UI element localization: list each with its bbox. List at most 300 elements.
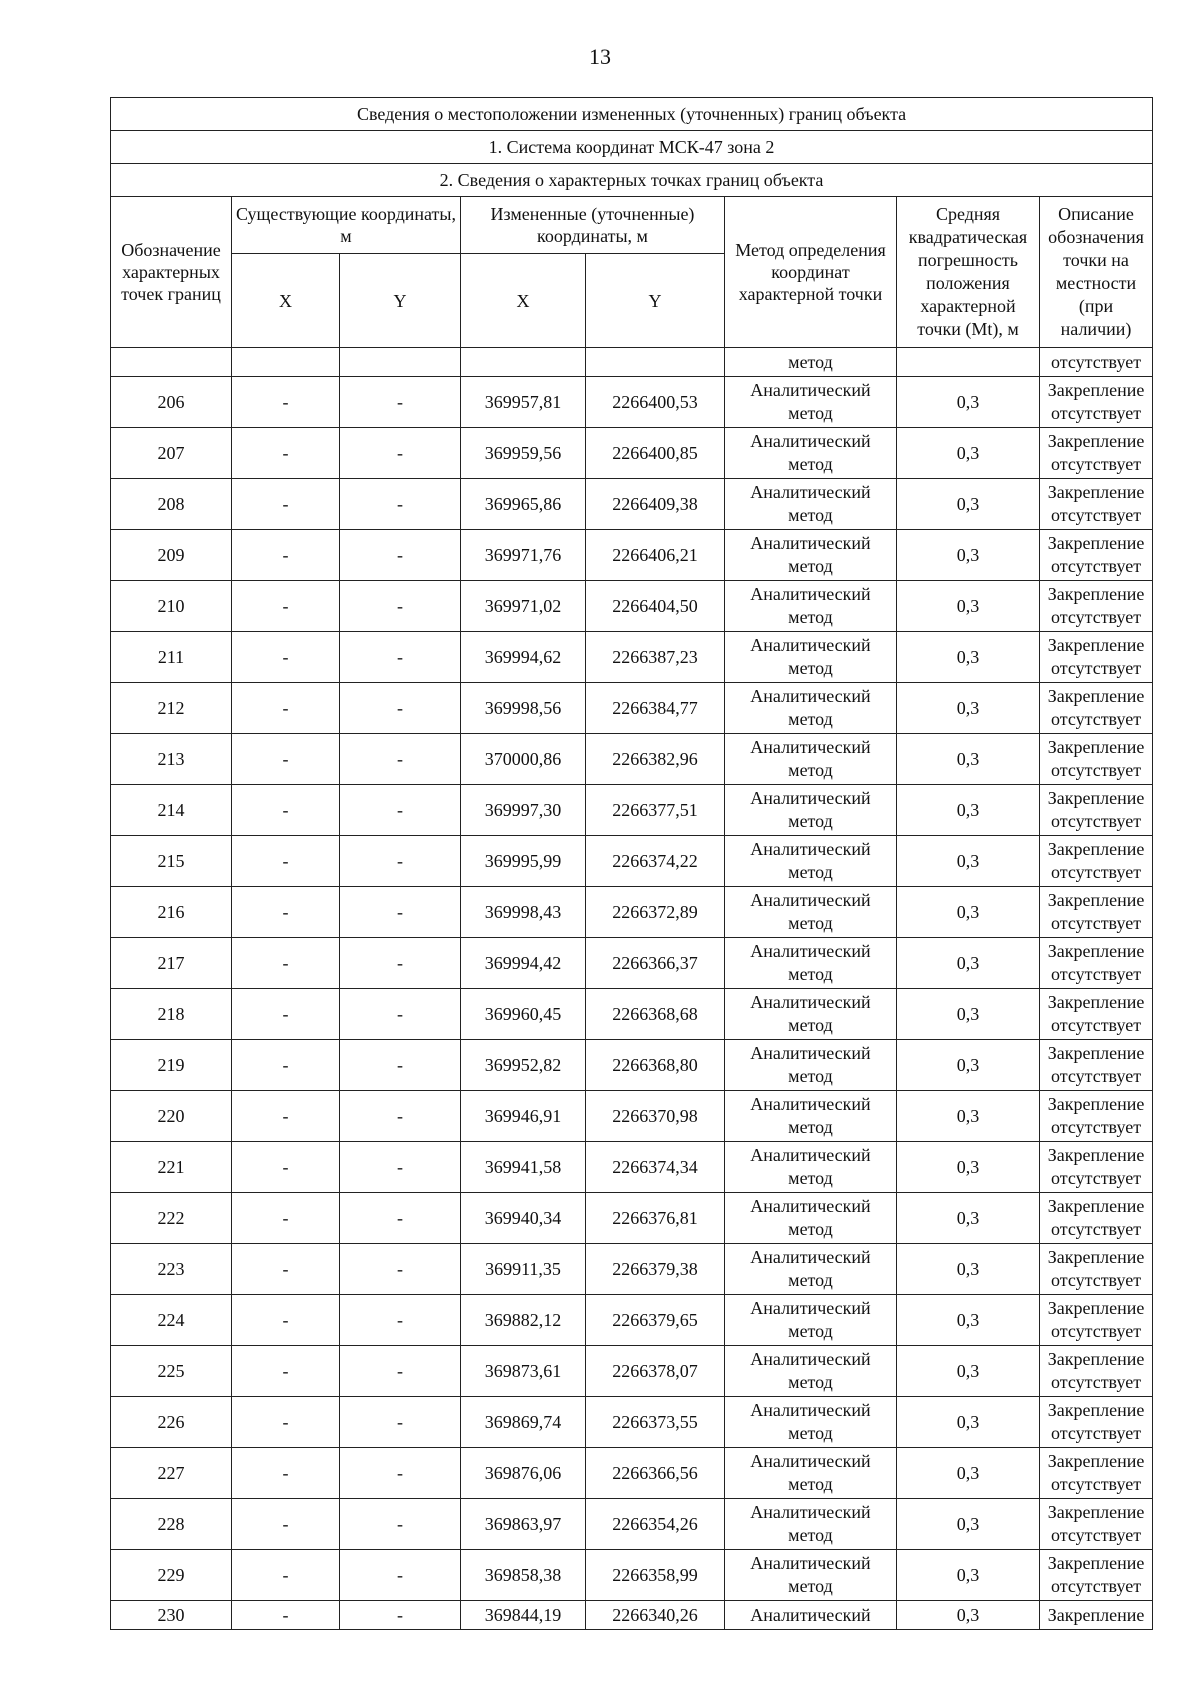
existing-y: - xyxy=(340,938,461,989)
mt-value: 0,3 xyxy=(897,938,1040,989)
table-row xyxy=(111,1448,1153,1499)
existing-x: - xyxy=(232,734,340,785)
point-number: 218 xyxy=(111,989,232,1040)
description xyxy=(1040,1040,1153,1091)
changed-y: 2266372,89 xyxy=(586,887,725,938)
existing-y: - xyxy=(340,1499,461,1550)
method-line: метод xyxy=(788,1219,833,1239)
description xyxy=(1040,989,1153,1040)
changed-y: 2266409,38 xyxy=(586,479,725,530)
changed-y: 2266366,37 xyxy=(586,938,725,989)
description-line: отсутствует xyxy=(1051,607,1142,627)
mt-value: 0,3 xyxy=(897,1601,1040,1630)
mt-value: 0,3 xyxy=(897,1448,1040,1499)
description xyxy=(1040,734,1153,785)
mt-value: 0,3 xyxy=(897,1142,1040,1193)
method-line: Аналитический xyxy=(750,1451,871,1471)
existing-x: - xyxy=(232,530,340,581)
header-existing-x: X xyxy=(232,254,340,348)
existing-x: - xyxy=(232,1193,340,1244)
changed-x: 369873,61 xyxy=(461,1346,586,1397)
method xyxy=(725,1091,897,1142)
description-line: отсутствует xyxy=(1051,1270,1142,1290)
changed-y: 2266406,21 xyxy=(586,530,725,581)
description-line: Закрепление xyxy=(1047,1502,1145,1522)
header-changed-coords: Измененные (уточненные) координаты, м xyxy=(461,197,725,254)
point-number: 206 xyxy=(111,377,232,428)
point-number: 223 xyxy=(111,1244,232,1295)
point-number: 227 xyxy=(111,1448,232,1499)
header-existing-y: Y xyxy=(340,254,461,348)
existing-y: - xyxy=(340,1448,461,1499)
description-line: Закрепление xyxy=(1047,737,1145,757)
method-line: метод xyxy=(788,964,833,984)
mt-value: 0,3 xyxy=(897,1244,1040,1295)
table-row xyxy=(111,785,1153,836)
method xyxy=(725,1193,897,1244)
method xyxy=(725,989,897,1040)
description-line: Закрепление xyxy=(1047,1145,1145,1165)
mt-value: 0,3 xyxy=(897,530,1040,581)
method xyxy=(725,836,897,887)
changed-y: 2266358,99 xyxy=(586,1550,725,1601)
table-row xyxy=(111,1499,1153,1550)
point-number: 210 xyxy=(111,581,232,632)
description-line: отсутствует xyxy=(1051,1168,1142,1188)
method-line: метод xyxy=(788,658,833,678)
mt-value: 0,3 xyxy=(897,1397,1040,1448)
table-row xyxy=(111,887,1153,938)
changed-x: 369946,91 xyxy=(461,1091,586,1142)
description-line: отсутствует xyxy=(1051,760,1142,780)
method-line: метод xyxy=(788,1168,833,1188)
header-changed-y: Y xyxy=(586,254,725,348)
method-line: Аналитический xyxy=(750,1349,871,1369)
point-number: 208 xyxy=(111,479,232,530)
changed-y: 2266368,68 xyxy=(586,989,725,1040)
method-line: Аналитический xyxy=(750,1502,871,1522)
existing-y: - xyxy=(340,377,461,428)
existing-y: - xyxy=(340,734,461,785)
table-row xyxy=(111,1397,1153,1448)
method-line: метод xyxy=(788,403,833,423)
method-line: Аналитический xyxy=(750,992,871,1012)
mt-value: 0,3 xyxy=(897,887,1040,938)
changed-y: 2266378,07 xyxy=(586,1346,725,1397)
point-number: 209 xyxy=(111,530,232,581)
existing-x: - xyxy=(232,1397,340,1448)
description-line: Закрепление xyxy=(1047,1349,1145,1369)
method-line: Аналитический xyxy=(750,788,871,808)
point-number: 224 xyxy=(111,1295,232,1346)
method-line: метод xyxy=(788,1015,833,1035)
method-line: Аналитический xyxy=(750,1094,871,1114)
existing-x: - xyxy=(232,632,340,683)
changed-x: 369959,56 xyxy=(461,428,586,479)
point-number: 214 xyxy=(111,785,232,836)
header-point-designation: Обозначение характерных точек границ xyxy=(111,197,232,348)
method xyxy=(725,428,897,479)
changed-x: 369869,74 xyxy=(461,1397,586,1448)
table-row xyxy=(111,1601,1153,1630)
existing-y: - xyxy=(340,1550,461,1601)
existing-x: - xyxy=(232,683,340,734)
existing-y: - xyxy=(340,989,461,1040)
method-line: Аналитический xyxy=(750,1043,871,1063)
point-number: 213 xyxy=(111,734,232,785)
method: Аналитический xyxy=(725,1601,897,1630)
table-row xyxy=(111,1550,1153,1601)
point-number: 220 xyxy=(111,1091,232,1142)
changed-y: 2266379,38 xyxy=(586,1244,725,1295)
changed-x: 369960,45 xyxy=(461,989,586,1040)
description-line: Закрепление xyxy=(1047,1400,1145,1420)
existing-x: - xyxy=(232,377,340,428)
changed-y: 2266400,85 xyxy=(586,428,725,479)
description-line: отсутствует xyxy=(1051,454,1142,474)
existing-x: - xyxy=(232,989,340,1040)
existing-x: - xyxy=(232,1244,340,1295)
changed-x: 369997,30 xyxy=(461,785,586,836)
mt-value: 0,3 xyxy=(897,836,1040,887)
method-line: метод xyxy=(788,505,833,525)
existing-y: - xyxy=(340,1091,461,1142)
changed-x: 369952,82 xyxy=(461,1040,586,1091)
existing-y: - xyxy=(340,683,461,734)
description-line: отсутствует xyxy=(1051,1525,1142,1545)
changed-y: 2266404,50 xyxy=(586,581,725,632)
table-row xyxy=(111,836,1153,887)
description-line: Закрепление xyxy=(1047,1043,1145,1063)
table-title: Сведения о местоположении измененных (уточненных) границ объекта xyxy=(111,98,1153,131)
method-line: Аналитический xyxy=(750,533,871,553)
existing-y: - xyxy=(340,428,461,479)
method-line: метод xyxy=(788,811,833,831)
point-number: 230 xyxy=(111,1601,232,1630)
table-row xyxy=(111,683,1153,734)
method xyxy=(725,581,897,632)
method-line: метод xyxy=(788,1270,833,1290)
method xyxy=(725,1244,897,1295)
changed-y: 2266382,96 xyxy=(586,734,725,785)
description-line: Закрепление xyxy=(1047,533,1145,553)
description-line: отсутствует xyxy=(1051,709,1142,729)
method-line: Аналитический xyxy=(750,431,871,451)
changed-y: 2266377,51 xyxy=(586,785,725,836)
table-row xyxy=(111,1142,1153,1193)
existing-x: - xyxy=(232,581,340,632)
method-line: Аналитический xyxy=(750,737,871,757)
existing-x: - xyxy=(232,1601,340,1630)
description xyxy=(1040,479,1153,530)
method xyxy=(725,1550,897,1601)
description-line: отсутствует xyxy=(1051,964,1142,984)
mt-value: 0,3 xyxy=(897,734,1040,785)
description-line: отсутствует xyxy=(1051,1321,1142,1341)
existing-y: - xyxy=(340,1295,461,1346)
mt-value: 0,3 xyxy=(897,1295,1040,1346)
existing-y: - xyxy=(340,530,461,581)
continued-row xyxy=(111,348,1153,377)
description-line: Закрепление xyxy=(1047,380,1145,400)
table-row xyxy=(111,530,1153,581)
method-line: метод xyxy=(788,1372,833,1392)
boundary-points-table xyxy=(110,97,1153,1630)
changed-y: 2266387,23 xyxy=(586,632,725,683)
point-number: 212 xyxy=(111,683,232,734)
method-line: метод xyxy=(788,1474,833,1494)
header-changed-x: X xyxy=(461,254,586,348)
changed-x: 369858,38 xyxy=(461,1550,586,1601)
points-section-title: 2. Сведения о характерных точках границ объекта xyxy=(111,164,1153,197)
method-line: Аналитический xyxy=(750,1247,871,1267)
existing-x: - xyxy=(232,1040,340,1091)
changed-x: 369998,43 xyxy=(461,887,586,938)
method xyxy=(725,1142,897,1193)
description xyxy=(1040,1193,1153,1244)
coordinate-system-title: 1. Система координат МСК-47 зона 2 xyxy=(111,131,1153,164)
changed-x: 369882,12 xyxy=(461,1295,586,1346)
header-rmse: Средняя квадратическая погрешность положения характерной точки (Mt), м xyxy=(897,197,1040,348)
existing-x: - xyxy=(232,1550,340,1601)
point-number: 215 xyxy=(111,836,232,887)
description xyxy=(1040,1346,1153,1397)
table-row xyxy=(111,428,1153,479)
method xyxy=(725,785,897,836)
changed-x: 369844,19 xyxy=(461,1601,586,1630)
changed-x: 369911,35 xyxy=(461,1244,586,1295)
changed-x: 369965,86 xyxy=(461,479,586,530)
description-line: Закрепление xyxy=(1047,431,1145,451)
description-line: отсутствует xyxy=(1051,1474,1142,1494)
changed-x: 369995,99 xyxy=(461,836,586,887)
method-line: Аналитический xyxy=(750,482,871,502)
description xyxy=(1040,1091,1153,1142)
description xyxy=(1040,377,1153,428)
mt-value: 0,3 xyxy=(897,1193,1040,1244)
point-number: 225 xyxy=(111,1346,232,1397)
changed-x: 369971,76 xyxy=(461,530,586,581)
mt-value: 0,3 xyxy=(897,785,1040,836)
changed-x: 369940,34 xyxy=(461,1193,586,1244)
method-line: Аналитический xyxy=(750,1298,871,1318)
table-row xyxy=(111,479,1153,530)
description-line: отсутствует xyxy=(1051,1219,1142,1239)
method-line: метод xyxy=(788,607,833,627)
method-line: Аналитический xyxy=(750,890,871,910)
existing-y: - xyxy=(340,632,461,683)
description xyxy=(1040,683,1153,734)
description xyxy=(1040,1295,1153,1346)
method xyxy=(725,479,897,530)
existing-y: - xyxy=(340,1397,461,1448)
existing-x: - xyxy=(232,785,340,836)
continued-description: отсутствует xyxy=(1040,348,1153,377)
existing-x: - xyxy=(232,1295,340,1346)
changed-x: 369941,58 xyxy=(461,1142,586,1193)
description-line: отсутствует xyxy=(1051,403,1142,423)
method xyxy=(725,1397,897,1448)
table-row xyxy=(111,1193,1153,1244)
page-number: 13 xyxy=(589,44,611,69)
existing-y: - xyxy=(340,836,461,887)
changed-y: 2266379,65 xyxy=(586,1295,725,1346)
mt-value: 0,3 xyxy=(897,479,1040,530)
method xyxy=(725,632,897,683)
table-row xyxy=(111,1244,1153,1295)
description-line: Закрепление xyxy=(1047,992,1145,1012)
changed-y: 2266370,98 xyxy=(586,1091,725,1142)
changed-x: 369994,42 xyxy=(461,938,586,989)
point-number: 216 xyxy=(111,887,232,938)
existing-x: - xyxy=(232,479,340,530)
description xyxy=(1040,581,1153,632)
method-line: Аналитический xyxy=(750,1400,871,1420)
description: Закрепление xyxy=(1040,1601,1153,1630)
method xyxy=(725,377,897,428)
existing-x: - xyxy=(232,428,340,479)
description-line: Закрепление xyxy=(1047,686,1145,706)
mt-value: 0,3 xyxy=(897,1499,1040,1550)
existing-y: - xyxy=(340,887,461,938)
description-line: отсутствует xyxy=(1051,1423,1142,1443)
method xyxy=(725,1448,897,1499)
description xyxy=(1040,632,1153,683)
point-number: 221 xyxy=(111,1142,232,1193)
mt-value: 0,3 xyxy=(897,377,1040,428)
point-number: 219 xyxy=(111,1040,232,1091)
existing-x: - xyxy=(232,1142,340,1193)
changed-y: 2266366,56 xyxy=(586,1448,725,1499)
mt-value: 0,3 xyxy=(897,428,1040,479)
description-line: Закрепление xyxy=(1047,635,1145,655)
point-number: 226 xyxy=(111,1397,232,1448)
existing-x: - xyxy=(232,1448,340,1499)
method-line: Аналитический xyxy=(750,1553,871,1573)
description-line: Закрепление xyxy=(1047,1196,1145,1216)
description xyxy=(1040,1244,1153,1295)
method xyxy=(725,530,897,581)
description-line: отсутствует xyxy=(1051,1066,1142,1086)
existing-x: - xyxy=(232,938,340,989)
description xyxy=(1040,938,1153,989)
existing-y: - xyxy=(340,1142,461,1193)
description-line: отсутствует xyxy=(1051,505,1142,525)
changed-y: 2266373,55 xyxy=(586,1397,725,1448)
method-line: Аналитический xyxy=(750,635,871,655)
table-row xyxy=(111,938,1153,989)
method-line: метод xyxy=(788,1321,833,1341)
point-number: 217 xyxy=(111,938,232,989)
method-line: Аналитический xyxy=(750,1145,871,1165)
existing-y: - xyxy=(340,479,461,530)
changed-x: 369876,06 xyxy=(461,1448,586,1499)
table-row xyxy=(111,734,1153,785)
description xyxy=(1040,1499,1153,1550)
method-line: Аналитический xyxy=(750,1196,871,1216)
method xyxy=(725,887,897,938)
mt-value: 0,3 xyxy=(897,632,1040,683)
changed-x: 369994,62 xyxy=(461,632,586,683)
existing-y: - xyxy=(340,785,461,836)
description xyxy=(1040,836,1153,887)
mt-value: 0,3 xyxy=(897,1550,1040,1601)
changed-y: 2266368,80 xyxy=(586,1040,725,1091)
existing-y: - xyxy=(340,1601,461,1630)
changed-y: 2266376,81 xyxy=(586,1193,725,1244)
continued-method: метод xyxy=(725,348,897,377)
method xyxy=(725,1499,897,1550)
method-line: метод xyxy=(788,913,833,933)
mt-value: 0,3 xyxy=(897,683,1040,734)
changed-x: 369863,97 xyxy=(461,1499,586,1550)
existing-x: - xyxy=(232,887,340,938)
mt-value: 0,3 xyxy=(897,1091,1040,1142)
existing-x: - xyxy=(232,836,340,887)
existing-y: - xyxy=(340,1193,461,1244)
method-line: метод xyxy=(788,1066,833,1086)
description-line: отсутствует xyxy=(1051,811,1142,831)
method-line: Аналитический xyxy=(750,839,871,859)
method-line: метод xyxy=(788,454,833,474)
changed-x: 369957,81 xyxy=(461,377,586,428)
method-line: метод xyxy=(788,1525,833,1545)
description-line: отсутствует xyxy=(1051,913,1142,933)
description-line: отсутствует xyxy=(1051,658,1142,678)
mt-value: 0,3 xyxy=(897,581,1040,632)
point-number: 222 xyxy=(111,1193,232,1244)
method xyxy=(725,938,897,989)
table-row xyxy=(111,989,1153,1040)
table-row xyxy=(111,1091,1153,1142)
method-line: Аналитический xyxy=(750,686,871,706)
point-number: 211 xyxy=(111,632,232,683)
description-line: отсутствует xyxy=(1051,556,1142,576)
existing-x: - xyxy=(232,1499,340,1550)
table-row xyxy=(111,632,1153,683)
description-line: отсутствует xyxy=(1051,1372,1142,1392)
description-line: Закрепление xyxy=(1047,482,1145,502)
changed-y: 2266354,26 xyxy=(586,1499,725,1550)
description xyxy=(1040,887,1153,938)
changed-x: 369998,56 xyxy=(461,683,586,734)
point-number: 229 xyxy=(111,1550,232,1601)
mt-value: 0,3 xyxy=(897,1346,1040,1397)
changed-y: 2266374,34 xyxy=(586,1142,725,1193)
existing-y: - xyxy=(340,1244,461,1295)
point-number: 207 xyxy=(111,428,232,479)
description xyxy=(1040,785,1153,836)
header-description: Описание обозначения точки на местности (при наличии) xyxy=(1040,197,1153,348)
method-line: метод xyxy=(788,1576,833,1596)
changed-y: 2266374,22 xyxy=(586,836,725,887)
existing-y: - xyxy=(340,1346,461,1397)
changed-x: 369971,02 xyxy=(461,581,586,632)
existing-y: - xyxy=(340,581,461,632)
description-line: отсутствует xyxy=(1051,862,1142,882)
description-line: Закрепление xyxy=(1047,941,1145,961)
description-line: Закрепление xyxy=(1047,1298,1145,1318)
method xyxy=(725,683,897,734)
table-row xyxy=(111,581,1153,632)
description xyxy=(1040,1550,1153,1601)
changed-x: 370000,86 xyxy=(461,734,586,785)
changed-y: 2266384,77 xyxy=(586,683,725,734)
description-line: Закрепление xyxy=(1047,839,1145,859)
description-line: Закрепление xyxy=(1047,1451,1145,1471)
description-line: Закрепление xyxy=(1047,1553,1145,1573)
changed-y: 2266400,53 xyxy=(586,377,725,428)
